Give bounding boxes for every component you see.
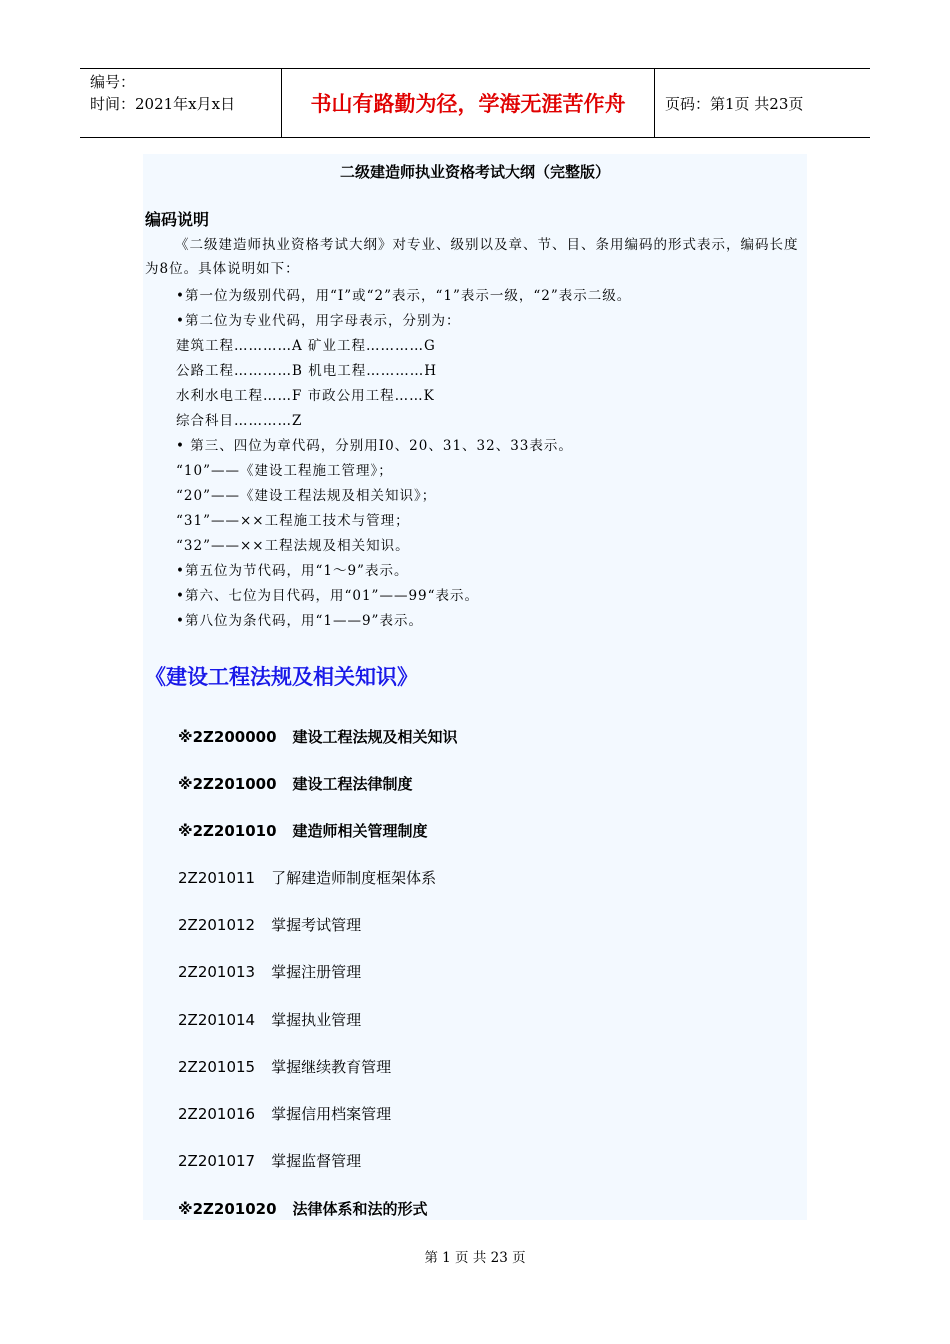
coding-line: 水利水电工程……F 市政公用工程……K	[176, 388, 435, 404]
item-text: 了解建造师制度框架体系	[271, 869, 437, 887]
item-text: 建设工程法规及相关知识	[292, 728, 458, 746]
item-code: ※2Z201020	[178, 1200, 277, 1218]
coding-line: •第五位为节代码，用“1～9”表示。	[176, 563, 409, 579]
outline-item	[178, 1198, 428, 1219]
item-text: 掌握监督管理	[271, 1152, 362, 1170]
outline-item	[178, 726, 458, 747]
outline-item	[178, 820, 428, 841]
header-table	[80, 68, 870, 138]
page-info: 页码：第1页 共23页	[665, 94, 804, 113]
item-text: 掌握信用档案管理	[271, 1105, 392, 1123]
item-text: 掌握执业管理	[271, 1011, 362, 1029]
item-code: 2Z201013	[178, 963, 256, 981]
item-code: ※2Z201000	[178, 775, 277, 793]
coding-line: •第六、七位为目代码，用“01”——99“表示。	[176, 588, 480, 604]
header-left-cell	[80, 69, 282, 137]
intro-paragraph: 《二级建造师执业资格考试大纲》对专业、级别以及章、节、目、条用编码的形式表示，编码长度为8位。具体说明如下：	[145, 237, 799, 277]
coding-line: •第二位为专业代码，用字母表示，分别为：	[176, 313, 461, 329]
document-title: 二级建造师执业资格考试大纲（完整版）	[339, 163, 610, 181]
outline-item	[178, 867, 436, 888]
time-label: 时间：2021年x月x日	[90, 95, 236, 113]
coding-line: “10”——《建设工程施工管理》；	[176, 463, 393, 479]
item-code: ※2Z201010	[178, 822, 277, 840]
outline-item	[178, 914, 361, 935]
coding-line: •第八位为条代码，用“1——9”表示。	[176, 613, 423, 629]
item-text: 建造师相关管理制度	[292, 822, 428, 840]
item-code: 2Z201017	[178, 1152, 256, 1170]
item-text: 法律体系和法的形式	[292, 1200, 428, 1218]
page-footer: 第 1 页 共 23 页	[424, 1250, 526, 1266]
item-code: 2Z201015	[178, 1058, 256, 1076]
item-text: 掌握考试管理	[271, 916, 362, 934]
outline-item	[178, 961, 361, 982]
item-text: 掌握继续教育管理	[271, 1058, 392, 1076]
item-code: ※2Z200000	[178, 728, 277, 746]
item-code: 2Z201012	[178, 916, 256, 934]
item-text: 掌握注册管理	[271, 963, 362, 981]
coding-line: • 第三、四位为章代码，分别用I0、20、31、32、33表示。	[176, 438, 573, 454]
coding-line: “32”——××工程法规及相关知识。	[176, 538, 410, 554]
law-section-title: 《建设工程法规及相关知识》	[145, 665, 418, 689]
outline-item	[178, 1056, 391, 1077]
coding-line: “20”——《建设工程法规及相关知识》；	[176, 488, 437, 504]
outline-item	[178, 1150, 361, 1171]
item-code: 2Z201014	[178, 1011, 256, 1029]
item-code: 2Z201016	[178, 1105, 256, 1123]
outline-item	[178, 1009, 361, 1030]
coding-line: 综合科目…………Z	[176, 413, 303, 429]
item-text: 建设工程法律制度	[292, 775, 413, 793]
motto: 书山有路勤为径，学海无涯苦作舟	[282, 69, 655, 137]
coding-line: 公路工程…………B 机电工程…………H	[176, 363, 437, 379]
coding-line: •第一位为级别代码，用“I”或“2”表示，“1”表示一级，“2”表示二级。	[176, 288, 632, 304]
section-heading: 编码说明	[145, 210, 210, 229]
coding-line: “31”——××工程施工技术与管理；	[176, 513, 410, 529]
outline-item	[178, 1103, 391, 1124]
outline-item	[178, 773, 413, 794]
coding-line: 建筑工程…………A 矿业工程…………G	[176, 338, 436, 354]
number-label: 编号：	[90, 73, 136, 91]
item-code: 2Z201011	[178, 869, 256, 887]
